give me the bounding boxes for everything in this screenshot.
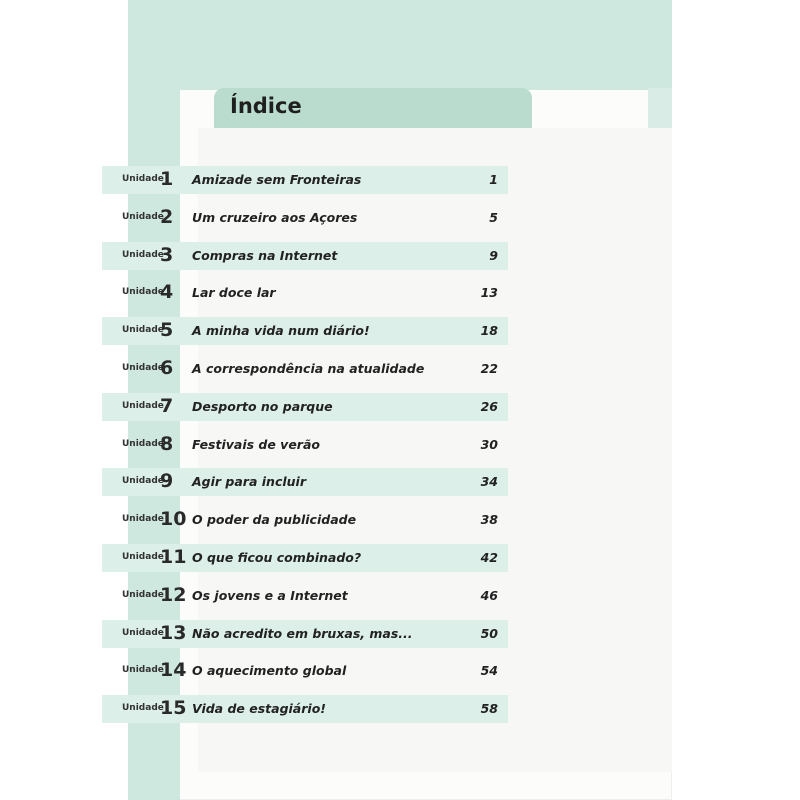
unit-number: 5 [160, 319, 174, 342]
unit-label: Unidade [122, 211, 164, 222]
unit-title: O poder da publicidade [192, 512, 357, 528]
unit-number: 12 [160, 583, 187, 606]
unit-label: Unidade [122, 287, 164, 298]
unit-title: O aquecimento global [192, 663, 347, 679]
unit-number: 9 [160, 470, 174, 493]
unit-page-number: 13 [480, 285, 498, 301]
unit-page-number: 22 [480, 360, 498, 376]
unit-number: 6 [160, 356, 174, 379]
unit-number: 8 [160, 432, 174, 455]
unit-number: 15 [160, 697, 187, 720]
toc-row [102, 166, 508, 194]
toc-row [102, 431, 508, 459]
toc-row [102, 620, 508, 648]
unit-number: 3 [160, 243, 174, 266]
unit-page-number: 9 [489, 247, 498, 263]
index-title: Índice [230, 94, 302, 118]
toc-row [102, 657, 508, 685]
unit-label: Unidade [122, 476, 164, 487]
unit-label: Unidade [122, 703, 164, 714]
unit-title: A minha vida num diário! [192, 323, 370, 339]
unit-page-number: 54 [480, 663, 498, 679]
unit-title: Compras na Internet [192, 247, 338, 263]
unit-page-number: 26 [480, 398, 498, 414]
unit-label: Unidade [122, 665, 164, 676]
unit-title: O que ficou combinado? [192, 549, 362, 565]
unit-number: 13 [160, 621, 187, 644]
unit-title: Amizade sem Fronteiras [192, 172, 362, 187]
toc-row [102, 279, 508, 307]
unit-title: Um cruzeiro aos Açores [192, 209, 358, 225]
unit-number: 4 [160, 281, 174, 304]
unit-label: Unidade [122, 174, 164, 184]
unit-page-number: 38 [480, 512, 498, 528]
unit-number: 11 [160, 545, 187, 568]
unit-title: Agir para incluir [192, 474, 306, 490]
toc-row [102, 544, 508, 572]
top-color-band [128, 0, 672, 90]
unit-page-number: 46 [480, 587, 498, 603]
unit-title: Lar doce lar [192, 285, 276, 301]
toc-row [102, 393, 508, 421]
toc-row [102, 204, 508, 232]
unit-page-number: 34 [480, 474, 498, 490]
toc-row [102, 317, 508, 345]
unit-label: Unidade [122, 514, 164, 525]
unit-title: Vida de estagiário! [192, 701, 326, 717]
toc-row [102, 695, 508, 723]
unit-label: Unidade [122, 589, 164, 600]
unit-label: Unidade [122, 249, 164, 260]
toc-row [102, 355, 508, 383]
unit-page-number: 42 [480, 549, 498, 565]
unit-label: Unidade [122, 438, 164, 449]
unit-label: Unidade [122, 551, 164, 562]
unit-page-number: 50 [480, 625, 498, 641]
unit-page-number: 58 [480, 701, 498, 717]
toc-row [102, 582, 508, 610]
table-of-contents [102, 166, 508, 733]
unit-page-number: 18 [480, 323, 498, 339]
toc-row [102, 242, 508, 270]
unit-label: Unidade [122, 325, 164, 336]
unit-title: Os jovens e a Internet [192, 587, 348, 603]
unit-label: Unidade [122, 400, 164, 411]
unit-page-number: 5 [489, 209, 498, 225]
toc-row [102, 468, 508, 496]
unit-number: 10 [160, 508, 187, 531]
unit-label: Unidade [122, 627, 164, 638]
unit-label: Unidade [122, 362, 164, 373]
unit-number: 2 [160, 205, 174, 228]
unit-title: Desporto no parque [192, 398, 333, 414]
unit-title: Festivais de verão [192, 436, 320, 452]
unit-number: 14 [160, 659, 187, 682]
unit-title: Não acredito em bruxas, mas... [192, 625, 413, 641]
unit-number: 1 [160, 168, 174, 190]
unit-number: 7 [160, 394, 174, 417]
unit-page-number: 1 [489, 172, 498, 187]
unit-page-number: 30 [480, 436, 498, 452]
toc-row [102, 506, 508, 534]
unit-title: A correspondência na atualidade [192, 360, 425, 376]
